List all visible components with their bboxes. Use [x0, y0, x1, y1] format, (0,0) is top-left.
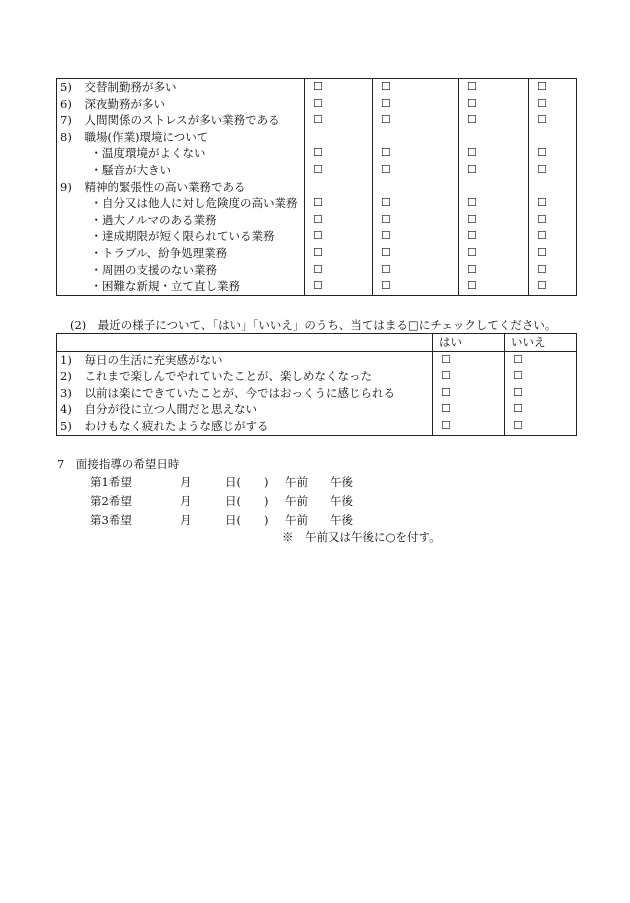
table-row: [57, 112, 577, 129]
checkbox-1[interactable]: ☐: [305, 262, 373, 279]
checkbox-4[interactable]: ☐: [529, 195, 577, 212]
pm-option[interactable]: 午後: [330, 475, 353, 489]
column-header-yes: はい: [433, 334, 505, 352]
row-number: [57, 228, 81, 245]
recent-condition-table: [56, 333, 577, 436]
am-option[interactable]: 午前: [285, 494, 308, 508]
row-label: 人間関係のストレスが多い業務である: [84, 113, 280, 128]
table-row: [57, 212, 577, 229]
preference-row: [0, 511, 630, 529]
checkbox-no[interactable]: ☐: [505, 418, 577, 435]
row-label: ・周囲の支援のない業務: [90, 262, 217, 277]
checkbox-3[interactable]: ☐: [459, 79, 529, 96]
recent-condition-heading: (2) 最近の様子について、「はい」「いいえ」のうち、当てはまる□にチェックしてください。: [70, 318, 557, 332]
checkbox-1[interactable]: ☐: [305, 162, 373, 179]
table-row: [57, 278, 577, 295]
table-row: [57, 401, 577, 418]
checkbox-3[interactable]: ☐: [459, 228, 529, 245]
checkbox-yes[interactable]: ☐: [433, 385, 505, 402]
month-label: 月: [180, 513, 192, 527]
row-label: 職場(作業)環境について: [84, 129, 209, 144]
checkbox-yes[interactable]: ☐: [433, 351, 505, 368]
preference-label: 第2希望: [90, 494, 132, 508]
checkbox-no[interactable]: ☐: [505, 385, 577, 402]
table-row: [57, 418, 577, 435]
checkbox-4[interactable]: ☐: [529, 245, 577, 262]
day-label: 日(: [225, 475, 241, 489]
row-number: [57, 162, 81, 179]
checkbox-3[interactable]: ☐: [459, 278, 529, 295]
row-number: [57, 245, 81, 262]
checkbox-3[interactable]: ☐: [459, 262, 529, 279]
checkbox-1[interactable]: ☐: [305, 228, 373, 245]
checkbox-no[interactable]: ☐: [505, 351, 577, 368]
checkbox-1[interactable]: ☐: [305, 245, 373, 262]
row-label: ・温度環境がよくない: [90, 146, 206, 161]
checkbox-4[interactable]: ☐: [529, 212, 577, 229]
am-option[interactable]: 午前: [285, 475, 308, 489]
empty-cell: [459, 129, 529, 146]
row-label: 深夜勤務が多い: [84, 96, 165, 111]
checkbox-4[interactable]: ☐: [529, 162, 577, 179]
checkbox-3[interactable]: ☐: [459, 212, 529, 229]
checkbox-2[interactable]: ☐: [373, 278, 459, 295]
checkbox-4[interactable]: ☐: [529, 278, 577, 295]
row-number: [57, 262, 81, 279]
checkbox-1[interactable]: ☐: [305, 212, 373, 229]
table-row: [57, 195, 577, 212]
checkbox-3[interactable]: ☐: [459, 96, 529, 113]
checkbox-yes[interactable]: ☐: [433, 401, 505, 418]
table-row: [57, 368, 577, 385]
row-number: 4): [60, 402, 72, 417]
checkbox-2[interactable]: ☐: [373, 212, 459, 229]
checkbox-1[interactable]: ☐: [305, 145, 373, 162]
row-label: ・困難な新規・立て直し業務: [90, 279, 240, 294]
day-label: 日(: [225, 494, 241, 508]
empty-cell: [305, 129, 373, 146]
preference-row: [0, 492, 630, 510]
row-label: これまで楽しんでやれていたことが、楽しめなくなった: [84, 369, 372, 384]
row-number: [57, 145, 81, 162]
month-label: 月: [180, 475, 192, 489]
empty-cell: [305, 179, 373, 196]
row-label: ・達成期限が短く限られている業務: [90, 229, 275, 244]
month-label: 月: [180, 494, 192, 508]
checkbox-1[interactable]: ☐: [305, 195, 373, 212]
row-label: ・トラブル、紛争処理業務: [90, 245, 228, 260]
checkbox-1[interactable]: ☐: [305, 79, 373, 96]
row-label: ・騒音が大きい: [90, 162, 171, 177]
row-number: 9): [60, 179, 72, 194]
pm-option[interactable]: 午後: [330, 494, 353, 508]
table-row: [57, 351, 577, 368]
row-number: 2): [60, 369, 72, 384]
interview-preference-title: 7 面接指導の希望日時: [57, 457, 180, 471]
checkbox-no[interactable]: ☐: [505, 401, 577, 418]
checkbox-1[interactable]: ☐: [305, 96, 373, 113]
checkbox-2[interactable]: ☐: [373, 162, 459, 179]
preference-label: 第3希望: [90, 513, 132, 527]
checkbox-2[interactable]: ☐: [373, 112, 459, 129]
empty-cell: [529, 179, 577, 196]
checkbox-3[interactable]: ☐: [459, 112, 529, 129]
checkbox-1[interactable]: ☐: [305, 112, 373, 129]
row-label: 精神的緊張性の高い業務である: [84, 179, 246, 194]
empty-cell: [373, 129, 459, 146]
row-number: [57, 278, 81, 295]
day-label: 日(: [225, 513, 241, 527]
checkbox-4[interactable]: ☐: [529, 262, 577, 279]
empty-cell: [373, 179, 459, 196]
checkbox-2[interactable]: ☐: [373, 96, 459, 113]
checkbox-yes[interactable]: ☐: [433, 368, 505, 385]
table-row: [57, 262, 577, 279]
row-number: 7): [60, 113, 72, 128]
checkbox-2[interactable]: ☐: [373, 245, 459, 262]
checkbox-4[interactable]: ☐: [529, 79, 577, 96]
header-blank-text: [81, 334, 433, 352]
checkbox-2[interactable]: ☐: [373, 79, 459, 96]
checkbox-2[interactable]: ☐: [373, 195, 459, 212]
table-row: [57, 245, 577, 262]
table-row: [57, 145, 577, 162]
table-row: [57, 129, 577, 146]
row-number: [57, 212, 81, 229]
row-label: 自分が役に立つ人間だと思えない: [84, 402, 257, 417]
checkbox-3[interactable]: ☐: [459, 195, 529, 212]
checkbox-2[interactable]: ☐: [373, 262, 459, 279]
checkbox-4[interactable]: ☐: [529, 96, 577, 113]
row-number: 3): [60, 385, 72, 400]
preference-row: [0, 473, 630, 491]
checkbox-3[interactable]: ☐: [459, 145, 529, 162]
weekday-paren-close: ): [264, 494, 269, 508]
checkbox-3[interactable]: ☐: [459, 245, 529, 262]
row-label: わけもなく疲れたような感じがする: [84, 418, 269, 433]
pm-option[interactable]: 午後: [330, 513, 353, 527]
row-number: 1): [60, 352, 72, 367]
row-number: 8): [60, 129, 72, 144]
table-row: [57, 79, 577, 96]
row-number: [57, 195, 81, 212]
checkbox-2[interactable]: ☐: [373, 145, 459, 162]
row-label: ・自分又は他人に対し危険度の高い業務: [90, 196, 298, 211]
checkbox-no[interactable]: ☐: [505, 368, 577, 385]
am-option[interactable]: 午前: [285, 513, 308, 527]
checkbox-4[interactable]: ☐: [529, 112, 577, 129]
checkbox-yes[interactable]: ☐: [433, 418, 505, 435]
row-number: 5): [60, 80, 72, 94]
row-label: ・過大ノルマのある業務: [90, 212, 217, 227]
checkbox-3[interactable]: ☐: [459, 162, 529, 179]
table-row: [57, 162, 577, 179]
empty-cell: [529, 129, 577, 146]
row-label: 毎日の生活に充実感がない: [84, 352, 223, 367]
table-row: [57, 179, 577, 196]
weekday-paren-close: ): [264, 513, 269, 527]
row-label: 以前は楽にできていたことが、今ではおっくうに感じられる: [84, 385, 395, 400]
work-conditions-table: [56, 78, 577, 296]
table-row: [57, 385, 577, 402]
table-row: [57, 96, 577, 113]
checkbox-4[interactable]: ☐: [529, 145, 577, 162]
column-header-no: いいえ: [505, 334, 577, 352]
checkbox-1[interactable]: ☐: [305, 278, 373, 295]
weekday-paren-close: ): [264, 475, 269, 489]
row-number: 5): [60, 418, 72, 433]
preference-label: 第1希望: [90, 475, 132, 489]
empty-cell: [459, 179, 529, 196]
am-pm-note: ※ 午前又は午後に○を付す。: [282, 530, 441, 544]
checkbox-4[interactable]: ☐: [529, 228, 577, 245]
row-number: 6): [60, 96, 72, 111]
table-row: [57, 228, 577, 245]
row-label: 交替制勤務が多い: [84, 80, 177, 94]
header-blank-num: [57, 334, 81, 352]
checkbox-2[interactable]: ☐: [373, 228, 459, 245]
table-header-row: [57, 334, 577, 352]
